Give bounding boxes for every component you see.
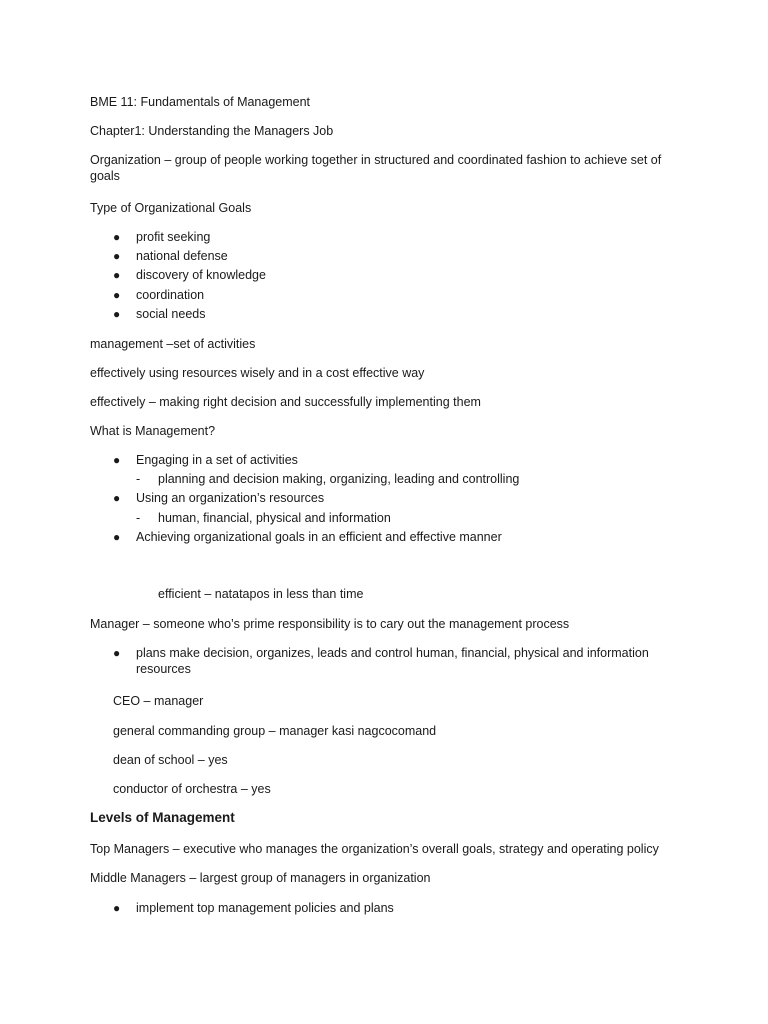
- bullet-icon: ●: [113, 453, 121, 467]
- management-definition: management –set of activities: [90, 337, 256, 351]
- example-line: dean of school – yes: [113, 753, 228, 767]
- what-is-management-heading: What is Management?: [90, 424, 216, 438]
- bullet-icon: ●: [113, 268, 121, 282]
- middle-managers-definition: Middle Managers – largest group of managers in organization: [90, 871, 431, 885]
- bullet-icon: ●: [113, 646, 121, 660]
- bullet-icon: ●: [113, 530, 121, 544]
- bullet-icon: ●: [113, 230, 121, 244]
- example-line: CEO – manager: [113, 694, 204, 708]
- dash-icon: -: [136, 511, 141, 525]
- example-line: general commanding group – manager kasi nagcocomand: [113, 724, 437, 738]
- manager-definition: Manager – someone who’s prime responsibility is to cary out the management process: [90, 617, 570, 631]
- levels-heading: Levels of Management: [90, 810, 235, 825]
- chapter-title: Chapter1: Understanding the Managers Job: [90, 124, 334, 138]
- list-item: Achieving organizational goals in an efficient and effective manner: [136, 530, 502, 544]
- bullet-icon: ●: [113, 249, 121, 263]
- list-item: profit seeking: [136, 230, 211, 244]
- example-line: conductor of orchestra – yes: [113, 782, 271, 796]
- list-item: discovery of knowledge: [136, 268, 266, 282]
- dash-icon: -: [136, 472, 141, 486]
- sub-list-item: planning and decision making, organizing, leading and controlling: [158, 472, 520, 486]
- bullet-icon: ●: [113, 491, 121, 505]
- effectively-definition-2: effectively – making right decision and successfully implementing them: [90, 395, 481, 409]
- list-item: implement top management policies and plans: [136, 901, 394, 915]
- list-item: national defense: [136, 249, 228, 263]
- list-item: coordination: [136, 288, 205, 302]
- efficient-definition: efficient – natatapos in less than time: [158, 587, 364, 601]
- effectively-definition-1: effectively using resources wisely and in a cost effective way: [90, 366, 425, 380]
- top-managers-definition: Top Managers – executive who manages the organization’s overall goals, strategy and operating policy: [90, 842, 659, 856]
- list-item: social needs: [136, 307, 206, 321]
- sub-list-item: human, financial, physical and information: [158, 511, 391, 525]
- list-item: Using an organization’s resources: [136, 491, 325, 505]
- document-title: BME 11: Fundamentals of Management: [90, 95, 311, 109]
- list-item: plans make decision, organizes, leads and control human, financial, physical and information resources: [136, 646, 649, 676]
- bullet-icon: ●: [113, 901, 121, 915]
- bullet-icon: ●: [113, 307, 121, 321]
- organization-definition: Organization – group of people working together in structured and coordinated fashion to achieve set of goals: [90, 153, 662, 183]
- bullet-icon: ●: [113, 288, 121, 302]
- goals-heading: Type of Organizational Goals: [90, 201, 252, 215]
- list-item: Engaging in a set of activities: [136, 453, 298, 467]
